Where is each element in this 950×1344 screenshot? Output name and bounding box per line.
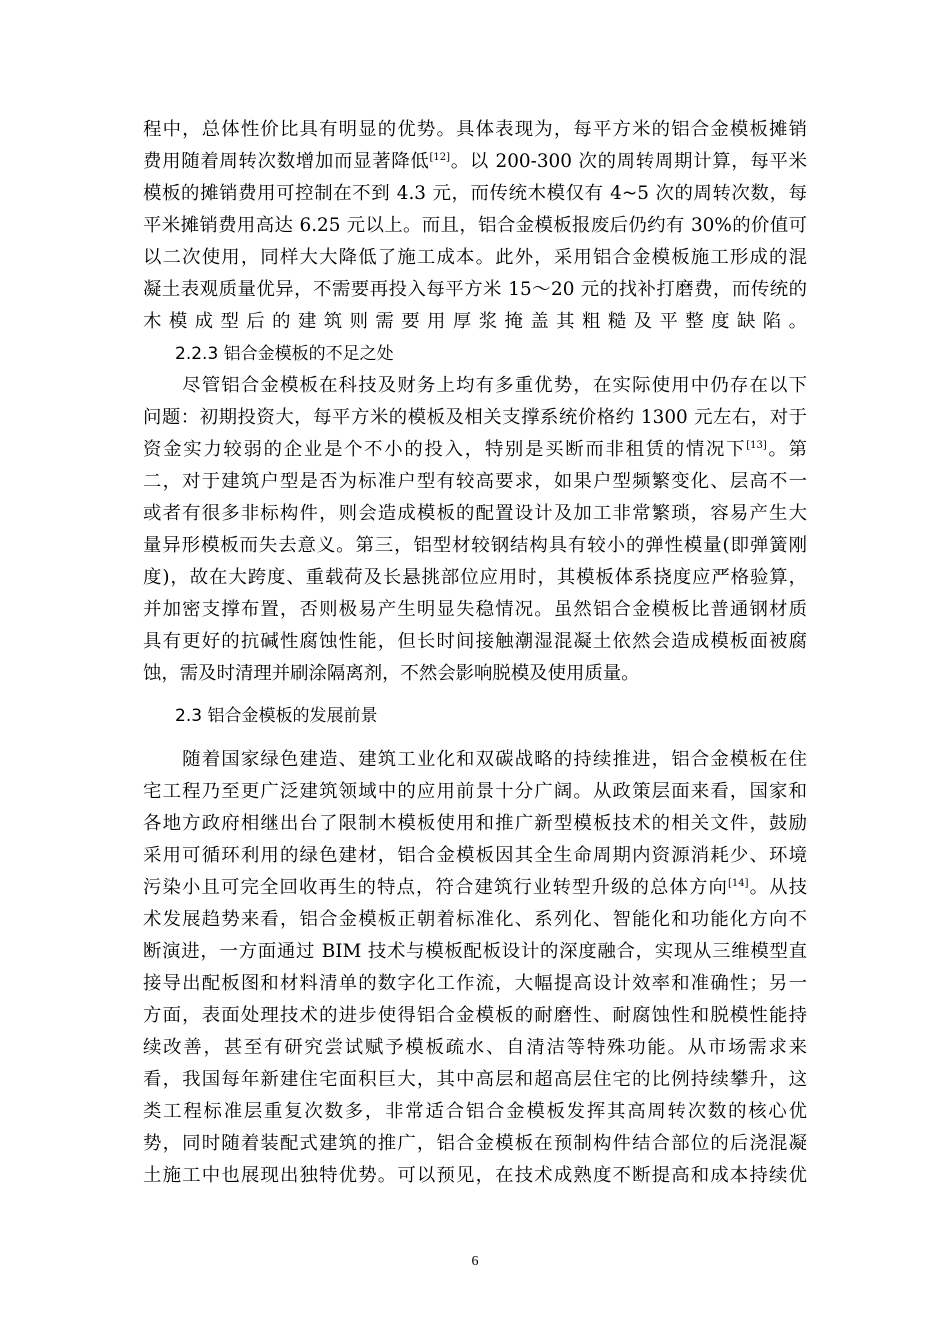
body-line: 蚀，需及时清理并刷涂隔离剂，不然会影响脱模及使用质量。 [143, 663, 640, 684]
body-line: 各地方政府相继出台了限制木模板使用和推广新型模板技术的相关文件，鼓励 [143, 813, 807, 834]
section-heading-2-3: 2.3 铝合金模板的发展前景 [175, 706, 378, 726]
body-line: 势，同时随着装配式建筑的推广，铝合金模板在预制构件结合部位的后浇混凝 [143, 1133, 807, 1154]
body-line: 污染小且可完全回收再生的特点，符合建筑行业转型升级的总体方向[14]。从技 [143, 877, 807, 898]
body-line: 并加密支撑布置，否则极易产生明显失稳情况。虽然铝合金模板比普通钢材质 [143, 599, 807, 620]
body-line: 宅工程乃至更广泛建筑领域中的应用前景十分广阔。从政策层面来看，国家和 [143, 781, 807, 802]
body-line: 采用可循环利用的绿色建材，铝合金模板因其全生命周期内资源消耗少、环境 [143, 845, 807, 866]
body-line: 平米摊销费用高达 6.25 元以上。而且，铝合金模板报废后仍约有 30%的价值可 [143, 215, 807, 236]
body-line: 具有更好的抗碱性腐蚀性能，但长时间接触潮湿混凝土依然会造成模板面被腐 [143, 631, 807, 652]
body-line: 尽管铝合金模板在科技及财务上均有多重优势，在实际使用中仍存在以下 [143, 375, 807, 396]
section-heading-2-2-3: 2.2.3 铝合金模板的不足之处 [175, 344, 394, 364]
body-line: 程中，总体性价比具有明显的优势。具体表现为，每平方米的铝合金模板摊销 [143, 119, 807, 140]
citation-marker: [12] [429, 151, 451, 163]
body-line: 木模成型后的建筑则需要用厚浆掩盖其粗糙及平整度缺陷。 [143, 311, 807, 332]
body-line: 接导出配板图和材料清单的数字化工作流，大幅提高设计效率和准确性；另一 [143, 973, 807, 994]
body-line: 术发展趋势来看，铝合金模板正朝着标准化、系列化、智能化和功能化方向不 [143, 909, 807, 930]
body-line: 方面，表面处理技术的进步使得铝合金模板的耐磨性、耐腐蚀性和脱模性能持 [143, 1005, 807, 1026]
body-line: 土施工中也展现出独特优势。可以预见，在技术成熟度不断提高和成本持续优 [143, 1165, 807, 1186]
body-line: 随着国家绿色建造、建筑工业化和双碳战略的持续推进，铝合金模板在住 [143, 749, 807, 770]
body-line: 模板的摊销费用可控制在不到 4.3 元，而传统木模仅有 4~5 次的周转次数，每 [143, 183, 807, 204]
body-line: 看，我国每年新建住宅面积巨大，其中高层和超高层住宅的比例持续攀升，这 [143, 1069, 807, 1090]
body-line: 度)，故在大跨度、重载荷及长悬挑部位应用时，其模板体系挠度应严格验算， [143, 567, 807, 588]
body-line: 资金实力较弱的企业是个不小的投入，特别是买断而非租赁的情况下[13]。第 [143, 439, 807, 460]
body-line: 量异形模板而失去意义。第三，铝型材较钢结构具有较小的弹性模量(即弹簧刚 [143, 535, 807, 556]
body-line: 以二次使用，同样大大降低了施工成本。此外，采用铝合金模板施工形成的混 [143, 247, 807, 268]
citation-marker: [14] [727, 877, 749, 889]
body-line: 二，对于建筑户型是否为标准户型有较高要求，如果户型频繁变化、层高不一 [143, 471, 807, 492]
body-line: 断演进，一方面通过 BIM 技术与模板配板设计的深度融合，实现从三维模型直 [143, 941, 807, 962]
body-line: 续改善，甚至有研究尝试赋予模板疏水、自清洁等特殊功能。从市场需求来 [143, 1037, 807, 1058]
page-number: 6 [471, 1254, 479, 1269]
body-line: 费用随着周转次数增加而显著降低[12]。以 200-300 次的周转周期计算，每平米 [143, 151, 807, 172]
citation-marker: [13] [746, 439, 767, 451]
body-line: 问题：初期投资大，每平方米的模板及相关支撑系统价格约 1300 元左右，对于 [143, 407, 807, 428]
body-line: 或者有很多非标构件，则会造成模板的配置设计及加工非常繁琐，容易产生大 [143, 503, 807, 524]
body-line: 凝土表观质量优异，不需要再投入每平方米 15～20 元的找补打磨费，而传统的 [143, 279, 807, 300]
body-line: 类工程标准层重复次数多，非常适合铝合金模板发挥其高周转次数的核心优 [143, 1101, 807, 1122]
